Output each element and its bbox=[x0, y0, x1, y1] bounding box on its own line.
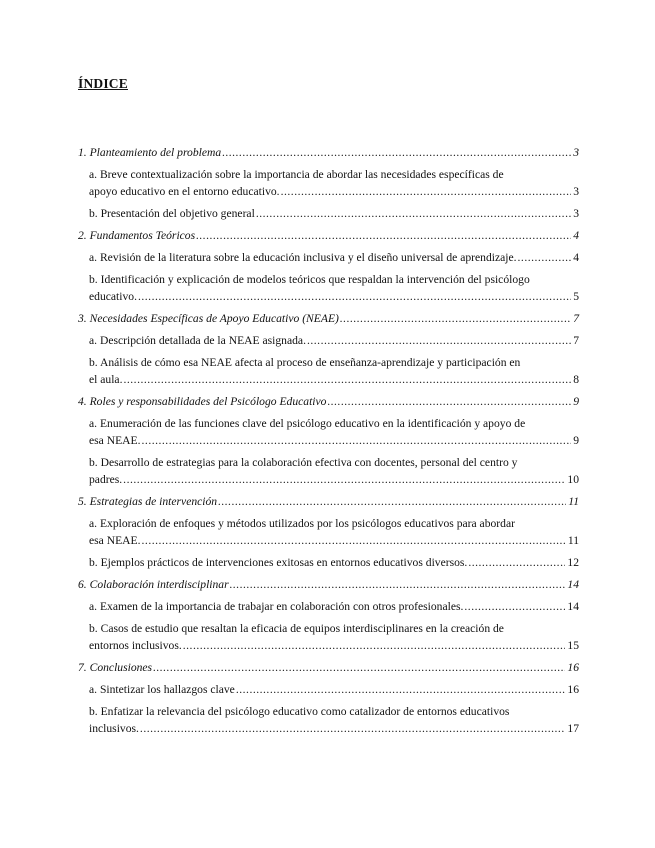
toc-entry-title: a. Examen de la importancia de trabajar en colaboración con otros profesionales. bbox=[89, 600, 464, 613]
dot-leader bbox=[218, 493, 566, 510]
toc-entry-title: a. Descripción detallada de la NEAE asignada. bbox=[89, 334, 306, 347]
toc-entry-section[interactable] bbox=[78, 310, 579, 327]
toc-entry-title-line1: b. Desarrollo de estrategias para la colaboración efectiva con docentes, personal del centro y bbox=[89, 456, 518, 469]
toc-entry-title: esa NEAE. bbox=[89, 534, 141, 547]
toc-entry-title: inclusivos. bbox=[89, 722, 139, 735]
toc-entry-subsection[interactable] bbox=[78, 515, 579, 549]
toc-entry-title: entornos inclusivos. bbox=[89, 639, 182, 652]
toc-entry-line bbox=[89, 183, 579, 200]
toc-page-number: 4 bbox=[573, 229, 579, 242]
toc-entry-subsection[interactable] bbox=[78, 249, 579, 266]
toc-entry-subsection[interactable] bbox=[78, 415, 579, 449]
toc-entry-line bbox=[89, 681, 579, 698]
toc-page-number: 14 bbox=[567, 600, 579, 613]
toc-page-number: 15 bbox=[567, 639, 579, 652]
toc-page-number: 9 bbox=[573, 395, 579, 408]
dot-leader bbox=[468, 554, 565, 571]
toc-page-number: 12 bbox=[567, 556, 579, 569]
toc-entry-line bbox=[89, 637, 579, 654]
toc-page-number: 9 bbox=[573, 434, 579, 447]
dot-leader bbox=[222, 144, 571, 161]
toc-entry-title: 6. Colaboración interdisciplinar bbox=[78, 578, 229, 591]
dot-leader bbox=[518, 249, 572, 266]
toc-page-number: 3 bbox=[573, 146, 579, 159]
dot-leader bbox=[236, 681, 566, 698]
toc-entry-line bbox=[89, 371, 579, 388]
toc-entry-section[interactable] bbox=[78, 493, 579, 510]
toc-page-number: 7 bbox=[573, 334, 579, 347]
toc-entry-section[interactable] bbox=[78, 659, 579, 676]
toc-entry-line bbox=[78, 659, 579, 676]
toc-page-number: 11 bbox=[567, 534, 579, 547]
toc-entry-line bbox=[89, 249, 579, 266]
toc-entry-subsection[interactable] bbox=[78, 620, 579, 654]
toc-page-number: 3 bbox=[573, 185, 579, 198]
toc-entry-section[interactable] bbox=[78, 144, 579, 161]
toc-entry-subsection[interactable] bbox=[78, 681, 579, 698]
toc-entry-line bbox=[89, 288, 579, 305]
toc-entry-line bbox=[78, 144, 579, 161]
dot-leader bbox=[138, 288, 571, 305]
toc-entry-title-line1: b. Enfatizar la relevancia del psicólogo educativo como catalizador de entornos educativos bbox=[89, 705, 510, 718]
dot-leader bbox=[153, 659, 565, 676]
dot-leader bbox=[256, 205, 571, 222]
toc-entry-line bbox=[89, 720, 579, 737]
toc-entry-subsection[interactable] bbox=[78, 166, 579, 200]
dot-leader bbox=[327, 393, 571, 410]
toc-entry-title-line1: b. Análisis de cómo esa NEAE afecta al proceso de enseñanza-aprendizaje y participación en bbox=[89, 356, 521, 369]
toc-entry-subsection[interactable] bbox=[78, 205, 579, 222]
toc-page-number: 14 bbox=[567, 578, 579, 591]
dot-leader bbox=[281, 183, 572, 200]
toc-page-number: 16 bbox=[567, 683, 579, 696]
toc-entry-title: 1. Planteamiento del problema bbox=[78, 146, 222, 159]
toc-entry-title-line1: a. Enumeración de las funciones clave del psicólogo educativo en la identificación y apoyo de bbox=[89, 417, 526, 430]
toc-page-number: 7 bbox=[573, 312, 579, 325]
toc-entry-title: educativo. bbox=[89, 290, 137, 303]
toc-entry-line bbox=[89, 471, 579, 488]
dot-leader bbox=[123, 371, 571, 388]
toc-page-number: 11 bbox=[568, 495, 579, 508]
dot-leader bbox=[123, 471, 565, 488]
dot-leader bbox=[340, 310, 571, 327]
table-of-contents bbox=[78, 144, 579, 742]
dot-leader bbox=[142, 532, 566, 549]
toc-entry-title: a. Sintetizar los hallazgos clave bbox=[89, 683, 235, 696]
toc-entry-section[interactable] bbox=[78, 576, 579, 593]
toc-entry-line bbox=[78, 310, 579, 327]
toc-page-number: 3 bbox=[573, 207, 579, 220]
toc-page-number: 5 bbox=[573, 290, 579, 303]
toc-entry-title: b. Presentación del objetivo general bbox=[89, 207, 255, 220]
dot-leader bbox=[142, 432, 572, 449]
toc-entry-section[interactable] bbox=[78, 227, 579, 244]
toc-heading: ÍNDICE bbox=[78, 76, 128, 91]
toc-entry-line bbox=[78, 227, 579, 244]
dot-leader bbox=[196, 227, 571, 244]
toc-page-number: 4 bbox=[573, 251, 579, 264]
toc-entry-title: 7. Conclusiones bbox=[78, 661, 153, 674]
dot-leader bbox=[183, 637, 566, 654]
toc-entry-line bbox=[78, 393, 579, 410]
toc-entry-title: apoyo educativo en el entorno educativo. bbox=[89, 185, 280, 198]
dot-leader bbox=[307, 332, 571, 349]
toc-entry-section[interactable] bbox=[78, 393, 579, 410]
toc-entry-subsection[interactable] bbox=[78, 271, 579, 305]
dot-leader bbox=[230, 576, 566, 593]
toc-page-number: 8 bbox=[573, 373, 579, 386]
toc-entry-title-line1: a. Exploración de enfoques y métodos utilizados por los psicólogos educativos para abordar bbox=[89, 517, 515, 530]
toc-entry-title: b. Ejemplos prácticos de intervenciones exitosas en entornos educativos diversos. bbox=[89, 556, 468, 569]
toc-page-number: 16 bbox=[567, 661, 579, 674]
toc-entry-title: 3. Necesidades Específicas de Apoyo Educativo (NEAE) bbox=[78, 312, 339, 325]
toc-entry-title-line1: b. Identificación y explicación de modelos teóricos que respaldan la intervención del psicólogo bbox=[89, 273, 530, 286]
toc-entry-subsection[interactable] bbox=[78, 554, 579, 571]
toc-entry-title: padres. bbox=[89, 473, 123, 486]
toc-entry-subsection[interactable] bbox=[78, 454, 579, 488]
toc-entry-title-line1: b. Casos de estudio que resaltan la eficacia de equipos interdisciplinares en la creación de bbox=[89, 622, 504, 635]
toc-entry-title-line1: a. Breve contextualización sobre la importancia de abordar las necesidades específicas de bbox=[89, 168, 504, 181]
toc-entry-subsection[interactable] bbox=[78, 354, 579, 388]
toc-entry-line bbox=[78, 576, 579, 593]
toc-entry-line bbox=[89, 532, 579, 549]
toc-entry-line bbox=[89, 432, 579, 449]
toc-entry-line bbox=[89, 554, 579, 571]
toc-entry-title: el aula. bbox=[89, 373, 123, 386]
toc-entry-subsection[interactable] bbox=[78, 703, 579, 737]
toc-entry-title: a. Revisión de la literatura sobre la educación inclusiva y el diseño universal de aprendizaje. bbox=[89, 251, 517, 264]
toc-entry-title: 4. Roles y responsabilidades del Psicólogo Educativo bbox=[78, 395, 327, 408]
toc-entry-title: esa NEAE. bbox=[89, 434, 141, 447]
toc-entry-line bbox=[89, 332, 579, 349]
toc-entry-subsection[interactable] bbox=[78, 598, 579, 615]
dot-leader bbox=[140, 720, 565, 737]
toc-entry-subsection[interactable] bbox=[78, 332, 579, 349]
toc-entry-line bbox=[89, 598, 579, 615]
toc-page-number: 10 bbox=[567, 473, 579, 486]
toc-entry-title: 2. Fundamentos Teóricos bbox=[78, 229, 196, 242]
dot-leader bbox=[464, 598, 565, 615]
toc-entry-line bbox=[78, 493, 579, 510]
toc-entry-line bbox=[89, 205, 579, 222]
toc-entry-title: 5. Estrategias de intervención bbox=[78, 495, 218, 508]
toc-page-number: 17 bbox=[567, 722, 579, 735]
